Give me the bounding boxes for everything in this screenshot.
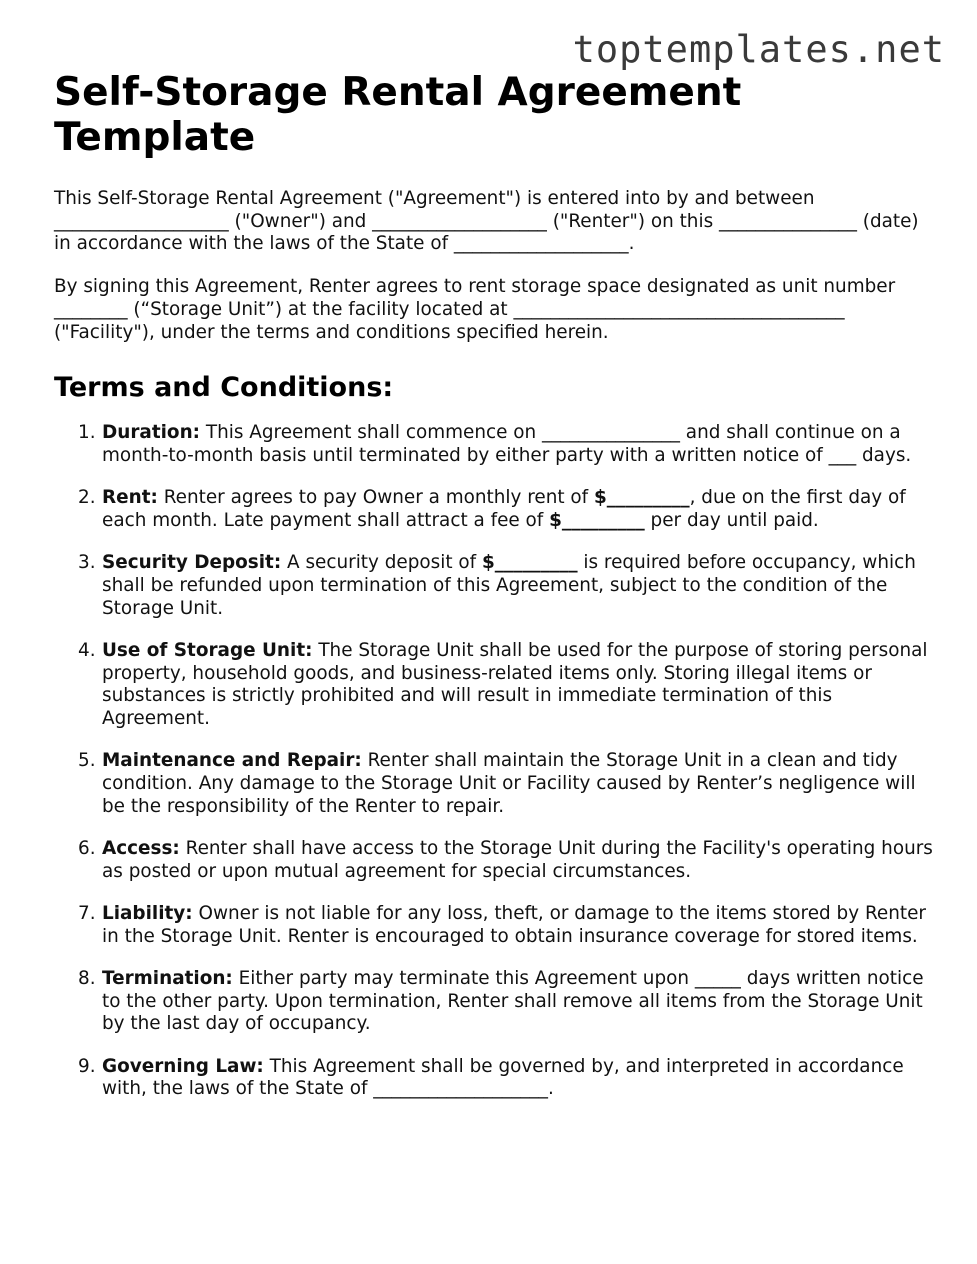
term-number: 3. xyxy=(78,552,96,574)
terms-list xyxy=(54,422,934,1101)
term-number: 2. xyxy=(78,487,96,509)
term-number: 9. xyxy=(78,1055,96,1077)
term-text: This Agreement shall be governed by, and interpreted in accordance with, the laws of the State of ___________________. xyxy=(102,1055,904,1100)
watermark: toptemplates.net xyxy=(572,28,945,71)
term-number: 4. xyxy=(78,639,96,661)
term-item xyxy=(54,640,934,731)
term-label: Liability: xyxy=(102,903,193,925)
term-text: Renter shall maintain the Storage Unit in a clean and tidy condition. Any damage to the Storage Unit or Facility caused by Renter’s negligence will be the responsibility of the Renter to repair. xyxy=(102,750,916,817)
term-label: Termination: xyxy=(102,968,233,990)
term-label: Duration: xyxy=(102,422,201,444)
term-label: Security Deposit: xyxy=(102,552,282,574)
term-item xyxy=(54,838,934,883)
term-label: Governing Law: xyxy=(102,1055,264,1077)
term-text: , due on the first day of each month. Late payment shall attract a fee of xyxy=(102,487,906,531)
term-item xyxy=(54,750,934,818)
term-number: 1. xyxy=(78,422,96,444)
term-item xyxy=(54,1056,934,1101)
amount-blank: $_________ xyxy=(481,552,578,574)
term-text: The Storage Unit shall be used for the purpose of storing personal property, household goods, and business-related items only. Storing illegal items or substances is strictly prohibited and will result in immediate termination of this Agreement. xyxy=(102,639,928,730)
term-number: 5. xyxy=(78,750,96,772)
term-text: is required before occupancy, which shall be refunded upon termination of this Agreement, subject to the condition of the Storage Unit. xyxy=(102,552,916,619)
term-text: Renter agrees to pay Owner a monthly rent of xyxy=(157,487,595,509)
intro-paragraph: By signing this Agreement, Renter agrees to rent storage space designated as unit number ________ (“Storage Unit”) at the facility located at ____________________________________ ("Facility"), under the terms and conditions specified herein. xyxy=(54,276,896,343)
amount-blank: $_________ xyxy=(549,509,645,531)
term-text: Renter shall have access to the Storage Unit during the Facility's operating hours as posted or upon mutual agreement for special circumstances. xyxy=(102,838,933,882)
term-label: Access: xyxy=(102,838,180,860)
term-number: 6. xyxy=(78,838,96,860)
term-number: 7. xyxy=(78,903,96,925)
term-text: A security deposit of xyxy=(281,552,482,574)
term-item xyxy=(54,903,934,948)
term-text: Either party may terminate this Agreement upon _____ days written notice to the other party. Upon termination, Renter shall remove all items from the Storage Unit by the last day of occupancy. xyxy=(102,968,924,1035)
term-label: Maintenance and Repair: xyxy=(102,750,362,772)
term-label: Rent: xyxy=(102,487,158,509)
terms-heading: Terms and Conditions: xyxy=(54,372,394,404)
term-text: This Agreement shall commence on _______________ and shall continue on a month-to-month basis until terminated by either party with a written notice of ___ days. xyxy=(102,422,912,466)
amount-blank: $_________ xyxy=(594,487,690,509)
term-item xyxy=(54,968,934,1036)
term-item xyxy=(54,422,934,467)
term-label: Use of Storage Unit: xyxy=(102,639,313,661)
term-text: Owner is not liable for any loss, theft, or damage to the items stored by Renter in the Storage Unit. Renter is encouraged to obtain insurance coverage for stored items. xyxy=(102,903,926,947)
term-number: 8. xyxy=(78,968,96,990)
term-item xyxy=(54,487,934,532)
intro-paragraph: This Self-Storage Rental Agreement ("Agreement") is entered into by and between ___________________ ("Owner") and ___________________ ("Renter") on this _______________ (date) in accordance with the laws of the State of ___________________. xyxy=(54,188,919,255)
term-item xyxy=(54,552,934,620)
term-text: per day until paid. xyxy=(644,509,819,531)
document-title: Self-Storage Rental Agreement Template xyxy=(54,70,742,160)
document-page xyxy=(54,70,934,1121)
